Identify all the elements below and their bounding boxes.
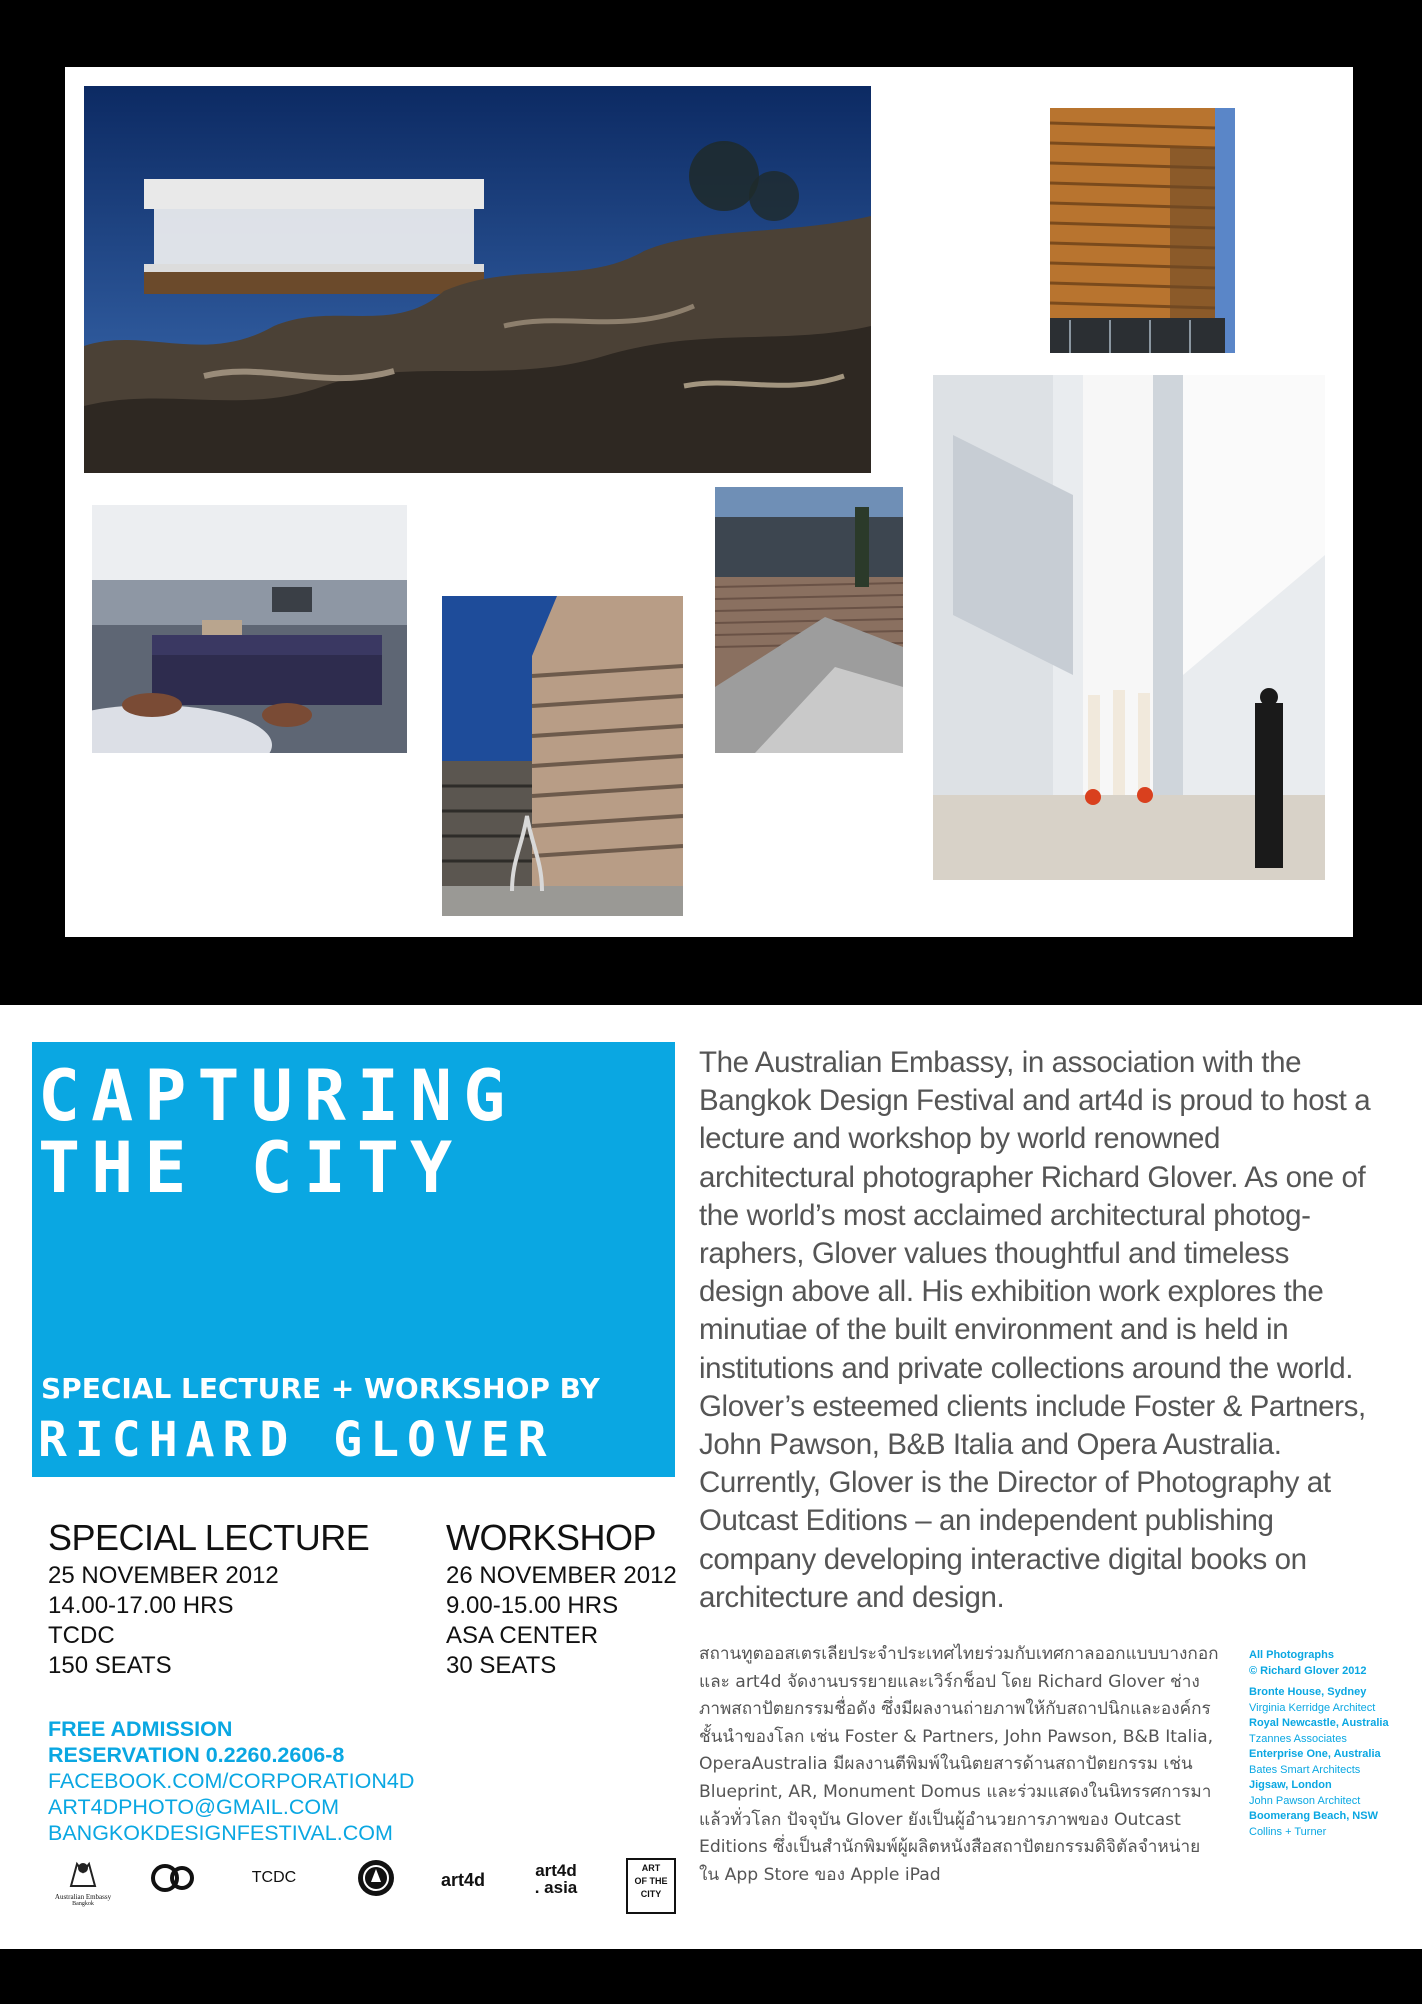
art-of-the-city-logo — [626, 1858, 676, 1914]
tcdc-label: TCDC — [251, 1869, 297, 1886]
photographer-name: RICHARD GLOVER — [38, 1412, 555, 1468]
photo-cliff-house — [84, 86, 871, 473]
aotc-label-1: ART — [641, 1863, 661, 1873]
credit-title: Boomerang Beach, NSW — [1249, 1810, 1378, 1822]
australian-embassy-logo — [48, 1858, 118, 1916]
sponsor-logos — [48, 1858, 678, 1928]
lecture-date: 25 NOVEMBER 2012 — [48, 1562, 279, 1589]
email-link[interactable]: ART4DPHOTO@GMAIL.COM — [48, 1795, 340, 1819]
credits-heading: All Photographs — [1249, 1649, 1334, 1661]
asa-seal-icon — [356, 1858, 396, 1898]
lecture-time: 14.00-17.00 HRS — [48, 1592, 234, 1619]
lecture-heading: SPECIAL LECTURE — [48, 1517, 370, 1558]
art4d-label: art4d — [440, 1870, 485, 1890]
credit-title: Bronte House, Sydney — [1249, 1686, 1367, 1698]
reservation-phone[interactable]: RESERVATION 0.2260.2606-8 — [48, 1743, 345, 1767]
photo-apartment-tower — [442, 596, 683, 916]
photo-living-room — [92, 505, 407, 753]
event-description: The Australian Embassy, in association with the Bangkok Design Festival and art4d is proud to host a lecture and workshop by world renowned architectural photographer Richard Glover. As one of the world’s most acclaimed architectural photog-raphers, Glover values thoughtful and timeless design above all. His exhibition work explores the minutiae of the built environment and is held in institutions and private collections around the world. Glover’s esteemed clients include Foster & Partners, John Pawson, B&B Italia and Opera Australia. Currently, Glover is the Director of Photography at Outcast Editions – an independent publishing company developing interactive digital books on architecture and design. — [699, 1046, 1371, 1614]
photo-white-interior — [933, 375, 1325, 880]
workshop-date: 26 NOVEMBER 2012 — [446, 1562, 677, 1589]
title-banner — [32, 1042, 675, 1477]
admission-text: FREE ADMISSION — [48, 1717, 233, 1741]
facebook-link[interactable]: FACEBOOK.COM/CORPORATION4D — [48, 1769, 415, 1793]
workshop-venue: ASA CENTER — [446, 1622, 599, 1649]
bottom-bar — [0, 1949, 1422, 2004]
contact-info — [48, 1716, 414, 1846]
art4d-asia-logo — [526, 1858, 586, 1920]
credit-architect: Tzannes Associates — [1249, 1732, 1347, 1745]
lecture-venue: TCDC — [48, 1622, 115, 1649]
bdf-logo — [148, 1858, 198, 1916]
photo-credits — [1249, 1648, 1419, 1840]
bdf-icon — [150, 1858, 196, 1898]
coat-of-arms-icon — [63, 1858, 103, 1888]
page-title: CAPTURING THE CITY — [38, 1055, 517, 1209]
photo-timber-facade — [1050, 108, 1235, 353]
art4d-logo — [433, 1858, 493, 1916]
embassy-label: Australian Embassy — [54, 1893, 112, 1901]
title-subtitle: SPECIAL LECTURE + WORKSHOP BY — [41, 1372, 600, 1405]
workshop-heading: WORKSHOP — [446, 1517, 657, 1558]
asa-logo — [354, 1858, 398, 1916]
credit-architect: Virginia Kerridge Architect — [1249, 1701, 1376, 1714]
credit-architect: Collins + Turner — [1249, 1825, 1327, 1838]
art4d-asia-label-2: . asia — [534, 1878, 578, 1897]
lecture-seats: 150 SEATS — [48, 1652, 172, 1679]
workshop-time: 9.00-15.00 HRS — [446, 1592, 619, 1619]
credit-architect: Bates Smart Architects — [1249, 1763, 1361, 1776]
credit-architect: John Pawson Architect — [1249, 1794, 1361, 1807]
credits-copyright: © Richard Glover 2012 — [1249, 1664, 1367, 1677]
credit-title: Enterprise One, Australia — [1249, 1748, 1381, 1760]
credit-title: Jigsaw, London — [1249, 1779, 1332, 1791]
thai-description: สถานทูตออสเตรเลียประจำประเทศไทยร่วมกับเทศกาลออกแบบบางกอก และ art4d จัดงานบรรยายและเวิร์กช็อป โดย Richard Glover ช่างภาพสถาปัตยกรรมชื่อดัง ซึ่งมีผลงานถ่ายภาพให้กับสถาปนิกและองค์กรชั้นนำของโลก เช่น Foster & Partners, John Pawson, B&B Italia, OperaAustralia มีผลงานตีพิมพ์ในนิตยสารด้านสถาปัตยกรรม เช่น Blueprint, AR, Monument Domus และร่วมแสดงในนิทรรศการมาแล้วทั่วโลก ปัจจุบัน Glover ยังเป็นผู้อำนวยการภาพของ Outcast Editions ซึ่งเป็นสำนักพิมพ์ผู้ผลิตหนังสือสถาปัตยกรรมดิจิตัลจำหน่ายใน App Store ของ Apple iPad — [699, 1644, 1219, 1885]
credit-title: Royal Newcastle, Australia — [1249, 1717, 1389, 1729]
workshop-details — [446, 1517, 677, 1681]
photo-collage — [65, 67, 1353, 937]
photo-beach-house — [715, 487, 903, 753]
tcdc-logo — [238, 1858, 310, 1916]
workshop-seats: 30 SEATS — [446, 1652, 557, 1679]
aotc-label-3: CITY — [640, 1889, 662, 1899]
embassy-city: Bangkok — [72, 1901, 94, 1907]
lecture-details — [48, 1517, 369, 1681]
website-link[interactable]: BANGKOKDESIGNFESTIVAL.COM — [48, 1821, 393, 1845]
art4d-asia-label-1: art4d — [535, 1861, 577, 1880]
aotc-label-2: OF THE — [634, 1876, 668, 1886]
